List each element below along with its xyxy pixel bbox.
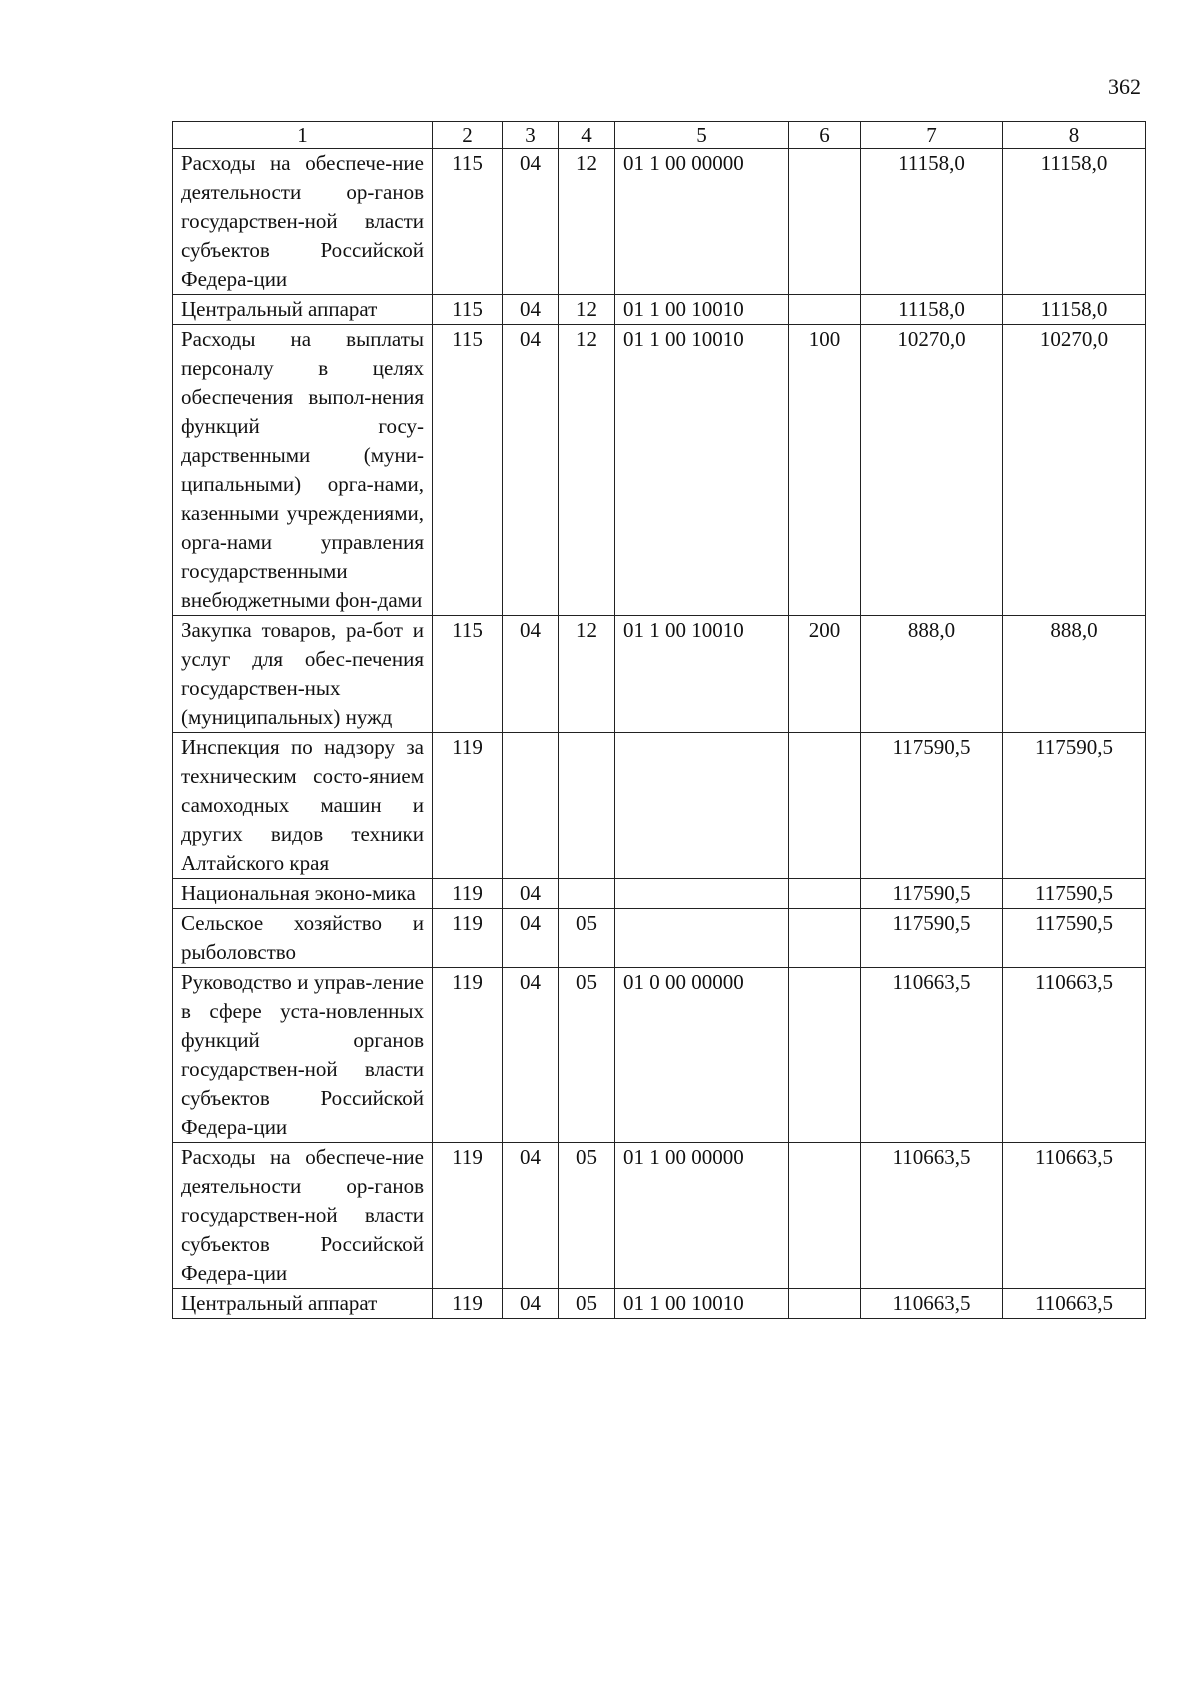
cell-col2: 115 xyxy=(433,295,503,325)
cell-col8: 10270,0 xyxy=(1003,325,1146,616)
cell-col7: 117590,5 xyxy=(861,909,1003,968)
table-row xyxy=(173,295,1146,325)
cell-col4: 12 xyxy=(559,295,615,325)
table-row xyxy=(173,968,1146,1143)
cell-col2: 119 xyxy=(433,879,503,909)
cell-col6 xyxy=(789,968,861,1143)
cell-col5: 01 1 00 10010 xyxy=(615,1289,789,1319)
cell-col7: 110663,5 xyxy=(861,1143,1003,1289)
cell-col2: 119 xyxy=(433,1143,503,1289)
cell-col4: 05 xyxy=(559,1289,615,1319)
cell-col5 xyxy=(615,909,789,968)
cell-col3: 04 xyxy=(503,295,559,325)
row-name: Центральный аппарат xyxy=(173,295,433,325)
column-header: 7 xyxy=(861,122,1003,149)
row-name: Национальная эконо-мика xyxy=(173,879,433,909)
cell-col2: 115 xyxy=(433,325,503,616)
cell-col4: 12 xyxy=(559,149,615,295)
row-name: Расходы на обеспече-ние деятельности ор-ганов государствен-ной власти субъектов Российской Федера-ции xyxy=(173,1143,433,1289)
table-header-row xyxy=(173,122,1146,149)
cell-col8: 117590,5 xyxy=(1003,733,1146,879)
cell-col2: 119 xyxy=(433,968,503,1143)
column-header: 3 xyxy=(503,122,559,149)
cell-col3: 04 xyxy=(503,1289,559,1319)
row-name: Инспекция по надзору за техническим состо-янием самоходных машин и других видов техники Алтайского края xyxy=(173,733,433,879)
cell-col8: 117590,5 xyxy=(1003,909,1146,968)
cell-col8: 110663,5 xyxy=(1003,968,1146,1143)
cell-col5 xyxy=(615,733,789,879)
cell-col3: 04 xyxy=(503,968,559,1143)
cell-col7: 117590,5 xyxy=(861,733,1003,879)
table-row xyxy=(173,616,1146,733)
cell-col6 xyxy=(789,1143,861,1289)
cell-col7: 110663,5 xyxy=(861,1289,1003,1319)
cell-col5: 01 1 00 10010 xyxy=(615,325,789,616)
column-header: 4 xyxy=(559,122,615,149)
column-header: 2 xyxy=(433,122,503,149)
column-header: 6 xyxy=(789,122,861,149)
column-header: 5 xyxy=(615,122,789,149)
table-row xyxy=(173,909,1146,968)
cell-col5: 01 1 00 10010 xyxy=(615,616,789,733)
cell-col3: 04 xyxy=(503,1143,559,1289)
cell-col7: 117590,5 xyxy=(861,879,1003,909)
cell-col8: 110663,5 xyxy=(1003,1143,1146,1289)
cell-col8: 117590,5 xyxy=(1003,879,1146,909)
cell-col6 xyxy=(789,879,861,909)
cell-col7: 11158,0 xyxy=(861,295,1003,325)
cell-col7: 110663,5 xyxy=(861,968,1003,1143)
budget-table xyxy=(172,121,1146,1319)
table-row xyxy=(173,733,1146,879)
cell-col5 xyxy=(615,879,789,909)
column-header: 1 xyxy=(173,122,433,149)
cell-col8: 11158,0 xyxy=(1003,149,1146,295)
cell-col5: 01 0 00 00000 xyxy=(615,968,789,1143)
page-number: 362 xyxy=(1108,74,1141,99)
table-row xyxy=(173,325,1146,616)
cell-col2: 119 xyxy=(433,733,503,879)
cell-col7: 11158,0 xyxy=(861,149,1003,295)
row-name: Закупка товаров, ра-бот и услуг для обес-печения государствен-ных (муниципальных) нужд xyxy=(173,616,433,733)
cell-col3 xyxy=(503,733,559,879)
cell-col2: 119 xyxy=(433,1289,503,1319)
cell-col8: 110663,5 xyxy=(1003,1289,1146,1319)
cell-col4: 12 xyxy=(559,616,615,733)
cell-col7: 10270,0 xyxy=(861,325,1003,616)
cell-col6 xyxy=(789,733,861,879)
table-row xyxy=(173,879,1146,909)
table-row xyxy=(173,1143,1146,1289)
cell-col4 xyxy=(559,879,615,909)
cell-col7: 888,0 xyxy=(861,616,1003,733)
table-row xyxy=(173,149,1146,295)
cell-col8: 11158,0 xyxy=(1003,295,1146,325)
cell-col4: 05 xyxy=(559,968,615,1143)
row-name: Расходы на выплаты персоналу в целях обеспечения выпол-нения функций госу-дарственными (муни-ципальными) орга-нами, казенными учреждениями, орга-нами управления государственными внебюджетными фон-дами xyxy=(173,325,433,616)
cell-col3: 04 xyxy=(503,616,559,733)
cell-col3: 04 xyxy=(503,909,559,968)
cell-col5: 01 1 00 00000 xyxy=(615,1143,789,1289)
cell-col3: 04 xyxy=(503,325,559,616)
row-name: Сельское хозяйство и рыболовство xyxy=(173,909,433,968)
cell-col5: 01 1 00 00000 xyxy=(615,149,789,295)
cell-col5: 01 1 00 10010 xyxy=(615,295,789,325)
cell-col4: 05 xyxy=(559,1143,615,1289)
cell-col2: 115 xyxy=(433,616,503,733)
cell-col4 xyxy=(559,733,615,879)
cell-col6: 200 xyxy=(789,616,861,733)
row-name: Руководство и управ-ление в сфере уста-новленных функций органов государствен-ной власти субъектов Российской Федера-ции xyxy=(173,968,433,1143)
cell-col6 xyxy=(789,1289,861,1319)
cell-col4: 12 xyxy=(559,325,615,616)
cell-col2: 115 xyxy=(433,149,503,295)
cell-col6: 100 xyxy=(789,325,861,616)
cell-col3: 04 xyxy=(503,149,559,295)
cell-col6 xyxy=(789,295,861,325)
cell-col4: 05 xyxy=(559,909,615,968)
table-row xyxy=(173,1289,1146,1319)
cell-col6 xyxy=(789,909,861,968)
cell-col8: 888,0 xyxy=(1003,616,1146,733)
cell-col2: 119 xyxy=(433,909,503,968)
row-name: Расходы на обеспече-ние деятельности ор-ганов государствен-ной власти субъектов Российской Федера-ции xyxy=(173,149,433,295)
cell-col3: 04 xyxy=(503,879,559,909)
cell-col6 xyxy=(789,149,861,295)
column-header: 8 xyxy=(1003,122,1146,149)
row-name: Центральный аппарат xyxy=(173,1289,433,1319)
